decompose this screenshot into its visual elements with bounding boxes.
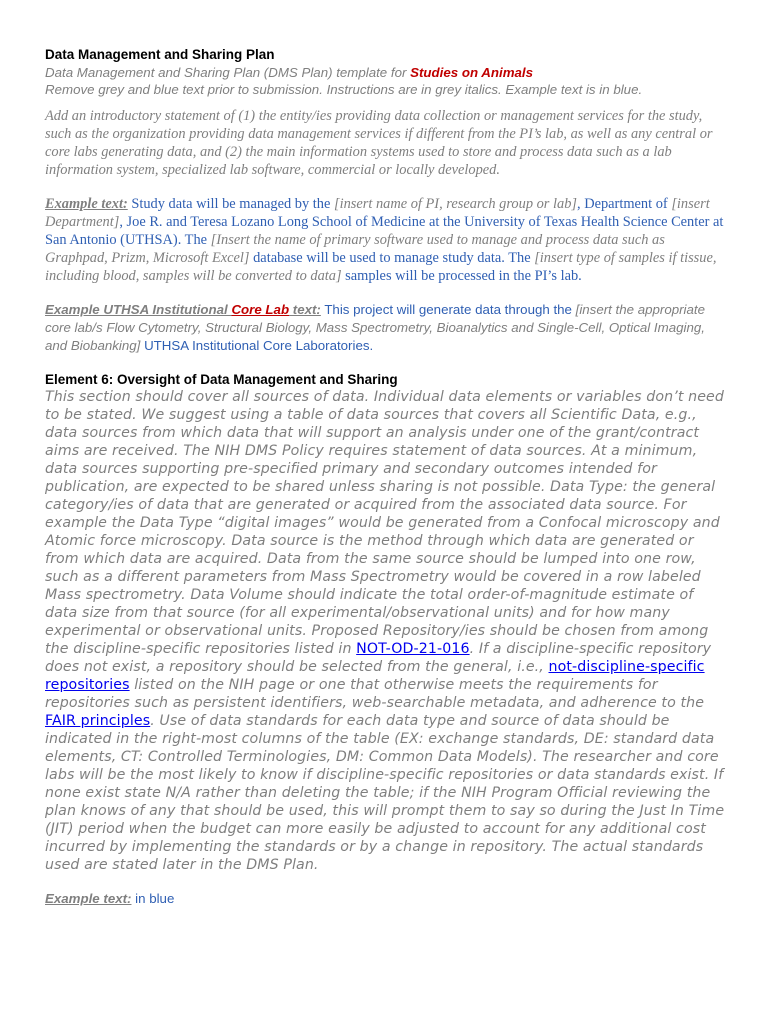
not-od-21-016-link[interactable]: NOT-OD-21-016: [356, 641, 470, 657]
fair-principles-link[interactable]: FAIR principles: [45, 713, 151, 729]
example-blue-text: , Joe R. and Teresa Lozano Long School of Medicine at the University of Texas Health Science Center at San Antonio (UTHSA). The: [45, 214, 724, 248]
example-blue-text: UTHSA Institutional Core Laboratories.: [140, 338, 374, 353]
core-lab-highlight: Core Lab: [231, 302, 290, 317]
example-blue-text: in blue: [131, 891, 175, 906]
example-label: Example text:: [45, 891, 132, 906]
element6-heading: Element 6: Oversight of Data Management and Sharing: [45, 372, 398, 387]
example-blue-text: , Department of: [577, 196, 672, 212]
example-placeholder: [Insert the name of primary software used to manage and process data such as Graphpad, Prizm, Microsoft Excel]: [45, 232, 665, 266]
template-type-highlight: Studies on Animals: [410, 65, 534, 80]
example-blue-text: This project will generate data through the: [320, 302, 576, 317]
element6-text: listed on the NIH page or one that otherwise meets the requirements for repositories such as persistent identifiers, web-searchable metadata, and adherence to the: [45, 677, 705, 711]
example-placeholder: [insert type of samples if tissue, including blood, samples will be converted to data]: [45, 250, 717, 284]
example-placeholder: [insert the appropriate core lab/s Flow Cytometry, Structural Biology, Mass Spectrometry, Bioanalytics and Single-Cell, Optical Imaging, and Biobanking]: [45, 302, 705, 353]
example-placeholder: [insert name of PI, research group or lab]: [333, 196, 577, 212]
instruction-line: Remove grey and blue text prior to submission. Instructions are in grey italics. Example text is in blue.: [45, 82, 643, 97]
intro-instruction: Add an introductory statement of (1) the entity/ies providing data collection or management services for the study, such as the organization providing data management services if different from the PI’s lab, as well as any central or core labs generating data, and (2) the main information systems used to store and process data such as a lab information system, specialized lab software, commercial or locally developed.: [45, 108, 713, 178]
example-blue-text: database will be used to manage study data. The: [249, 250, 535, 266]
core-lab-label-prefix: Example UTHSA Institutional: [45, 302, 232, 317]
example-label: Example text:: [45, 196, 128, 212]
element6-text: . If a discipline-specific repository does not exist, a repository should be selected from the general, i.e.,: [45, 641, 712, 675]
element6-text: This section should cover all sources of data. Individual data elements or variables don’t need to be stated. We suggest using a table of data sources that covers all Scientific Data, e.g., data sources from which data that will support an analysis under one of the grant/contract aims are received. The NIH DMS Policy requires statement of data sources. At a minimum, data sources supporting pre-specified primary and secondary outcomes intended for publication, are expected to be shared unless sharing is not possible. Data Type: the general category/ies of data that are generated or acquired from the associated data source. For example the Data Type “digital images” would be generated from a Confocal microscopy and Atomic force microscopy. Data source is the method through which data are generated or from which data are acquired. Data from the same source should be lumped into one row, such as a different parameters from Mass Spectrometry would be covered in a row labeled Mass spectrometry. Data Volume should indicate the total order-of-magnitude estimate of data size from that source (for all experimental/observational units) and for how many experimental or observational units. Proposed Repository/ies should be chosen from among the discipline-specific repositories listed in: [45, 389, 724, 657]
example-blue-text: samples will be processed in the PI’s lab.: [341, 268, 582, 284]
example-core-lab: [45, 301, 725, 355]
core-lab-label-suffix: text:: [289, 302, 321, 317]
element6-body: [45, 388, 725, 874]
element6-text: . Use of data standards for each data type and source of data should be indicated in the right-most columns of the table (EX: exchange standards, DE: standard data elements, CT: Controlled Terminologies, DM: Common Data Models). The researcher and core labs will be the most likely to know if discipline-specific repositories or data standards exist. If none exist state N/A rather than deleting the table; if the NIH Program Official reviewing the plan knows of any that should be used, this will prompt them to say so during the Just In Time (JIT) period when the budget can more easily be adjusted to account for any additional cost incurred by implementing the standards or by a change in repository. The actual standards used are stated later in the DMS Plan.: [45, 713, 725, 873]
example-text-1: [45, 195, 725, 285]
not-discipline-specific-repositories-link[interactable]: not-discipline-specific repositories: [45, 659, 705, 693]
template-line-prefix: Data Management and Sharing Plan (DMS Plan) template for: [45, 65, 411, 80]
document-title: Data Management and Sharing Plan: [45, 47, 275, 62]
example-text-3: [45, 890, 725, 908]
core-lab-label: [45, 302, 321, 317]
example-blue-text: Study data will be managed by the: [127, 196, 334, 212]
document-page: [45, 46, 725, 908]
example-placeholder: [insert Department]: [45, 196, 710, 230]
template-line: [45, 64, 725, 81]
